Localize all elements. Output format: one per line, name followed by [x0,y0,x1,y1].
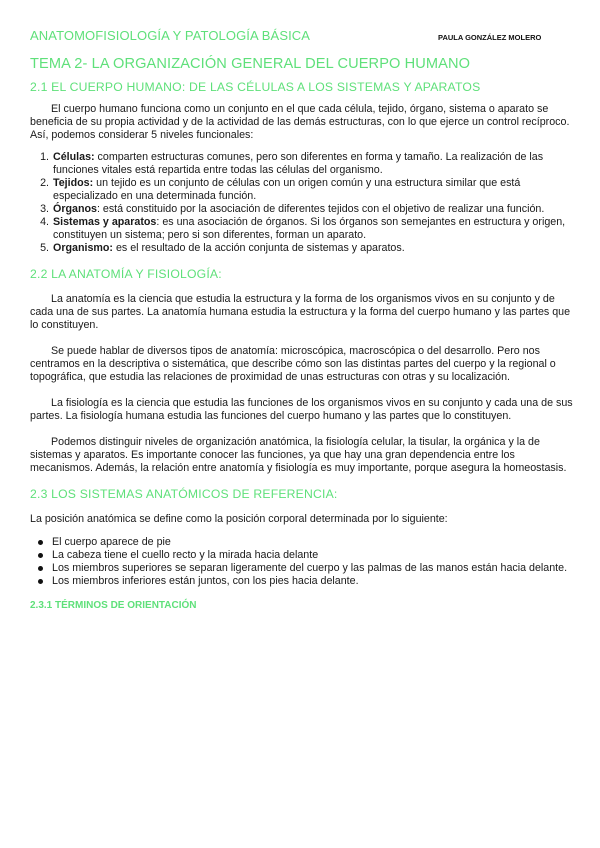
list-item [52,151,576,177]
bullet-text: Los miembros superiores se separan ligeramente del cuerpo y las palmas de las manos están hacia delante. [52,562,568,574]
list-item [52,536,576,549]
paragraph: La fisiología es la ciencia que estudia las funciones de los organismos vivos en su conjunto y cada una de sus partes. La fisiología humana estudia las funciones del cuerpo humano y las partes que lo constituyen. [30,397,573,422]
level-text: un tejido es un conjunto de células con un origen común y una estructura similar que está especializado en una determinada función. [53,177,521,202]
list-item [52,575,576,588]
paragraph: Podemos distinguir niveles de organización anatómica, la fisiología celular, la tisular, la orgánica y la de sistemas y aparatos. Es importante conocer las funciones, ya que hay una gran dependencia entre los mecanismos. Además, la relación entre anatomía y fisiología es muy importante, porque asegura la homeostasis. [30,436,567,474]
subject-header: ANATOMOFISIOLOGÍA Y PATOLOGÍA BÁSICA [30,28,311,43]
level-text: : está constituido por la asociación de diferentes tejidos con el objetivo de realizar una función. [96,203,545,215]
document-title: TEMA 2- LA ORGANIZACIÓN GENERAL DEL CUERPO HUMANO [30,56,471,72]
level-term: Tejidos: [53,177,94,189]
section-2-3-heading: 2.3 LOS SISTEMAS ANATÓMICOS DE REFERENCIA: [30,487,338,501]
list-item [52,177,576,203]
document-page [30,26,576,611]
bullet-text: Los miembros inferiores están juntos, con los pies hacia delante. [52,575,359,587]
author-name: PAULA GONZÁLEZ MOLERO [438,33,542,42]
bullet-text: La cabeza tiene el cuello recto y la mirada hacia delante [52,549,319,561]
paragraph: La anatomía es la ciencia que estudia la estructura y la forma de los organismos vivos en su conjunto y de cada una de sus partes. La anatomía humana estudia la estructura y la forma del cuerpo humano y las partes que lo constituyen. [30,293,571,331]
paragraph: Se puede hablar de diversos tipos de anatomía: microscópica, macroscópica o del desarrollo. Pero nos centramos en la descriptiva o sistemática, que describe cómo son las distintas partes del cuerpo y la regional o topográfica, que estudia las relaciones de proximidad de unas estructuras con otras y su localización. [30,345,556,383]
anatomical-position-list [30,536,576,588]
level-term: Organismo: [53,242,113,254]
level-text: comparten estructuras comunes, pero son diferentes en forma y tamaño. La realización de las funciones vitales está repartida entre todas las células del organismo. [53,151,544,176]
list-item [52,549,576,562]
section-2-2-heading: 2.2 LA ANATOMÍA Y FISIOLOGÍA: [30,267,222,281]
section-2-3-intro: La posición anatómica se define como la posición corporal determinada por lo siguiente: [30,513,448,525]
section-2-1-heading: 2.1 EL CUERPO HUMANO: DE LAS CÉLULAS A LOS SISTEMAS Y APARATOS [30,80,481,94]
page-header [30,26,576,46]
bullet-text: El cuerpo aparece de pie [52,536,171,548]
list-item [52,216,576,242]
bullet-icon [38,566,43,571]
bullet-icon [38,553,43,558]
level-term: Células: [53,151,95,163]
section-2-1-intro: El cuerpo humano funciona como un conjunto en el que cada célula, tejido, órgano, sistema o aparato se beneficia de su propia actividad y de la actividad de las demás estructuras, con lo que ejerce un control recíproco. Así, podemos considerar 5 niveles funcionales: [30,103,570,141]
list-item [52,242,576,255]
list-item [52,203,576,216]
bullet-icon [38,540,43,545]
level-term: Sistemas y aparatos [53,216,157,228]
level-text: : es una asociación de órganos. Si los órganos son semejantes en estructura y origen, constituyen un sistema; pero si son diferentes, forman un aparato. [53,216,566,241]
functional-levels-list [30,151,576,255]
level-term: Órganos [53,203,97,215]
level-text: es el resultado de la acción conjunta de sistemas y aparatos. [112,242,405,254]
list-item [52,562,576,575]
bullet-icon [38,579,43,584]
section-2-3-1-heading: 2.3.1 TÉRMINOS DE ORIENTACIÓN [30,600,197,611]
